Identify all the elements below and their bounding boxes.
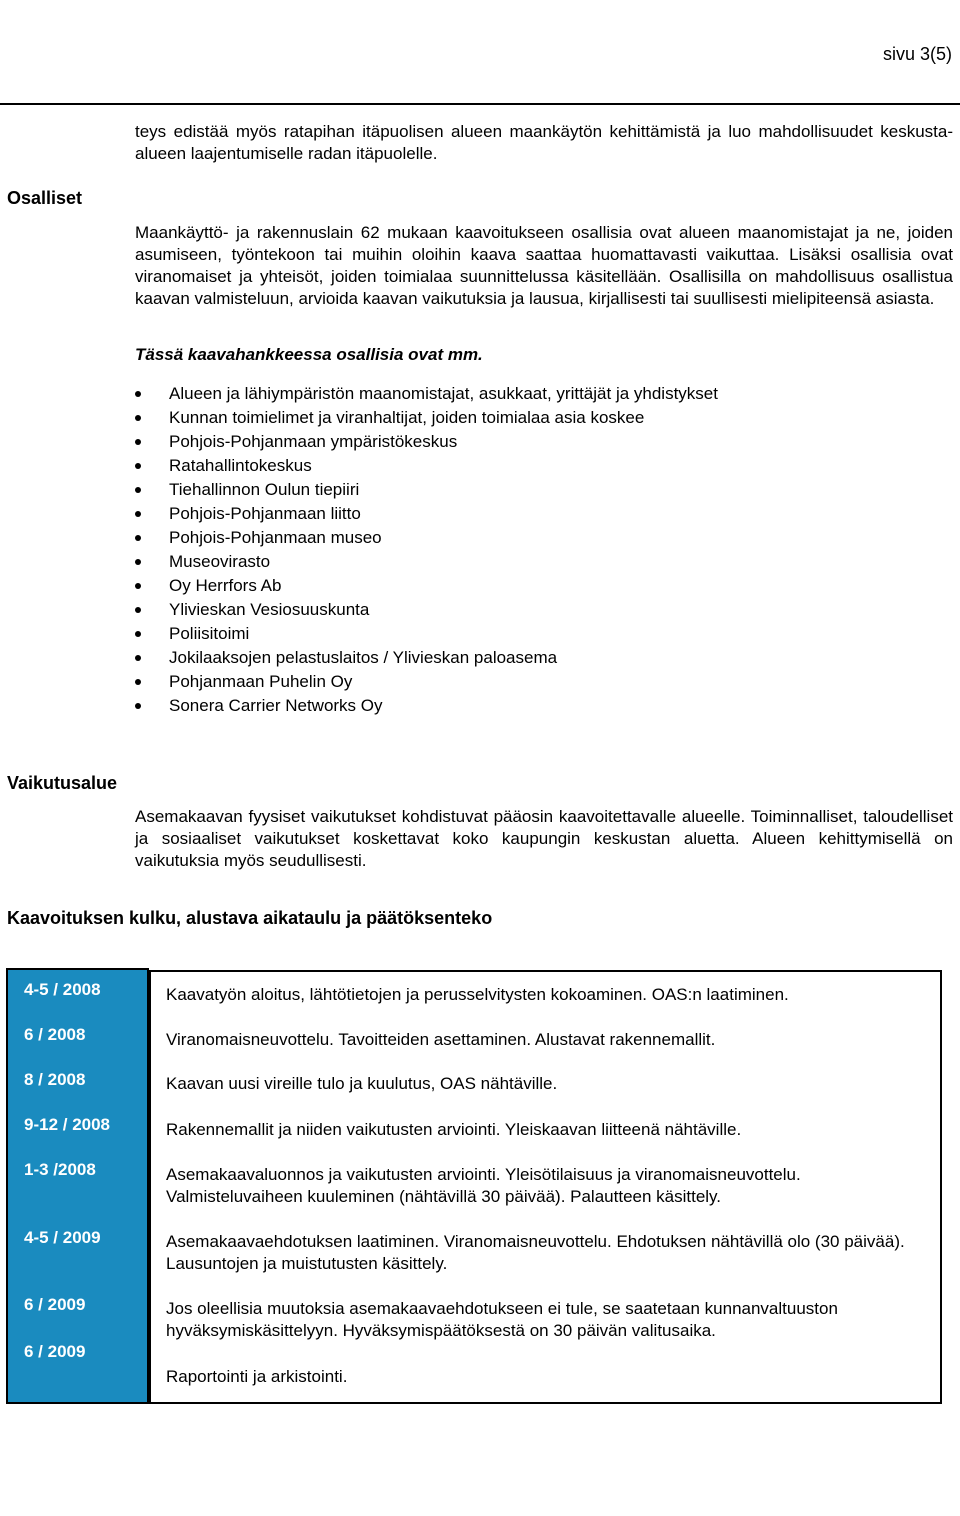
- bullet-icon: [135, 679, 141, 685]
- list-item-text: Pohjanmaan Puhelin Oy: [169, 672, 353, 691]
- bullet-icon: [135, 631, 141, 637]
- kaavoitus-heading: Kaavoituksen kulku, alustava aikataulu ja päätöksenteko: [7, 908, 493, 928]
- bullet-icon: [135, 583, 141, 589]
- header: [0, 0, 960, 47]
- bullet-icon: [135, 559, 141, 565]
- list-item-text: Oy Herrfors Ab: [169, 576, 282, 595]
- bullet-icon: [135, 487, 141, 493]
- timeline-date: 4-5 / 2008: [24, 980, 101, 999]
- header-right-title: Ylivieskan Asemanseudun asemakaavan muutos ja laajennus.: [526, 0, 937, 44]
- list-item: [133, 598, 718, 622]
- timeline-date: 6 / 2009: [24, 1295, 86, 1314]
- header-left-title: OSALLISTUMIS- JA ARVIOINTISUUNNITELMA: [6, 0, 391, 19]
- osalliset-subheading: Tässä kaavahankkeessa osallisia ovat mm.: [135, 345, 483, 364]
- osalliset-paragraph: Maankäyttö- ja rakennuslain 62 mukaan kaavoitukseen osallisia ovat alueen maanomistajat ja ne, joiden asumiseen, työntekoon tai muihin oloihin kaava saattaa huomattavasti vaikuttaa. Lisäksi osallisia ovat viranomaiset ja yhteisöt, joiden toimialaa suunnittelussa käsitellään. Osallisilla on mahdollisuus osallistua kaavan valmisteluun, arvioida kaavan vaikutuksia ja lausua, kirjallisesti tai suullisesti mielipiteensä asiasta.: [135, 223, 953, 308]
- list-item-text: Pohjois-Pohjanmaan museo: [169, 528, 382, 547]
- vaikutusalue-paragraph: Asemakaavan fyysiset vaikutukset kohdistuvat pääosin kaavoitettavalle alueelle. Toiminnalliset, taloudelliset ja sosiaaliset vaikutukset koskettavat koko kaupungin keskustan aluetta. Alueen kehittymisellä on vaikutuksia myös seudullisesti.: [135, 807, 953, 870]
- list-item: [133, 382, 718, 406]
- bullet-icon: [135, 607, 141, 613]
- timeline-date: 4-5 / 2009: [24, 1228, 101, 1247]
- timeline-step: Viranomaisneuvottelu. Tavoitteiden asettaminen. Alustavat rakennemallit.: [166, 1030, 716, 1049]
- bullet-icon: [135, 463, 141, 469]
- list-item: [133, 478, 718, 502]
- list-item-text: Kunnan toimielimet ja viranhaltijat, joiden toimialaa asia koskee: [169, 408, 645, 427]
- list-item-text: Tiehallinnon Oulun tiepiiri: [169, 480, 360, 499]
- list-item-text: Jokilaaksojen pelastuslaitos / Ylivieskan paloasema: [169, 648, 558, 667]
- list-item: [133, 526, 718, 550]
- timeline-date: 6 / 2009: [24, 1342, 86, 1361]
- bullet-icon: [135, 415, 141, 421]
- bullet-icon: [135, 391, 141, 397]
- list-item: [133, 670, 718, 694]
- bullet-icon: [135, 703, 141, 709]
- bullet-icon: [135, 439, 141, 445]
- list-item: [133, 430, 718, 454]
- timeline-step: Rakennemallit ja niiden vaikutusten arviointi. Yleiskaavan liitteenä nähtäville.: [166, 1120, 742, 1139]
- page-number: sivu 3(5): [882, 44, 952, 64]
- timeline-step: Kaavan uusi vireille tulo ja kuulutus, OAS nähtäville.: [166, 1074, 558, 1093]
- bullet-icon: [135, 511, 141, 517]
- list-item: [133, 622, 718, 646]
- list-item-text: Ylivieskan Vesiosuuskunta: [169, 600, 370, 619]
- list-item: [133, 454, 718, 478]
- list-item: [133, 550, 718, 574]
- list-item-text: Sonera Carrier Networks Oy: [169, 696, 383, 715]
- intro-paragraph: teys edistää myös ratapihan itäpuolisen alueen maankäytön kehittämistä ja luo mahdollisuudet keskusta-alueen laajentumiselle radan itäpuolelle.: [135, 122, 953, 163]
- timeline-date: 9-12 / 2008: [24, 1115, 111, 1134]
- list-item-text: Pohjois-Pohjanmaan ympäristökeskus: [169, 432, 458, 451]
- list-item-text: Ratahallintokeskus: [169, 456, 312, 475]
- list-item: [133, 406, 718, 430]
- osalliset-list: [133, 382, 718, 718]
- header-rule: [0, 103, 960, 105]
- bullet-icon: [135, 535, 141, 541]
- list-item-text: Poliisitoimi: [169, 624, 250, 643]
- list-item: [133, 646, 718, 670]
- timeline-date: 6 / 2008: [24, 1025, 86, 1044]
- list-item: [133, 574, 718, 598]
- list-item: [133, 694, 718, 718]
- timeline-date: 8 / 2008: [24, 1070, 86, 1089]
- timeline-dates-column: [6, 968, 149, 1404]
- list-item-text: Pohjois-Pohjanmaan liitto: [169, 504, 361, 523]
- timeline-step: Raportointi ja arkistointi.: [166, 1367, 348, 1386]
- section-label-osalliset: Osalliset: [7, 188, 83, 208]
- timeline-date: 1-3 /2008: [24, 1160, 96, 1179]
- list-item-text: Alueen ja lähiympäristön maanomistajat, asukkaat, yrittäjät ja yhdistykset: [169, 384, 718, 403]
- timeline-step: Asemakaavaluonnos ja vaikutusten arviointi. Yleisötilaisuus ja viranomaisneuvottelu. Valmisteluvaiheen kuuleminen (nähtävillä 30 päivää). Palautteen käsittely.: [166, 1165, 801, 1206]
- list-item-text: Museovirasto: [169, 552, 271, 571]
- timeline-step: Jos oleellisia muutoksia asemakaavaehdotukseen ei tule, se saatetaan kunnanvaltuuston hyväksymiskäsittelyyn. Hyväksymispäätöksestä on 30 päivän valitusaika.: [166, 1299, 838, 1340]
- timeline-step: Kaavatyön aloitus, lähtötietojen ja perusselvitysten kokoaminen. OAS:n laatiminen.: [166, 985, 789, 1004]
- section-label-vaikutusalue: Vaikutusalue: [7, 773, 118, 793]
- list-item: [133, 502, 718, 526]
- timeline-step: Asemakaavaehdotuksen laatiminen. Viranomaisneuvottelu. Ehdotuksen nähtävillä olo (30 päivää). Lausuntojen ja muistutusten käsittely.: [166, 1232, 905, 1273]
- bullet-icon: [135, 655, 141, 661]
